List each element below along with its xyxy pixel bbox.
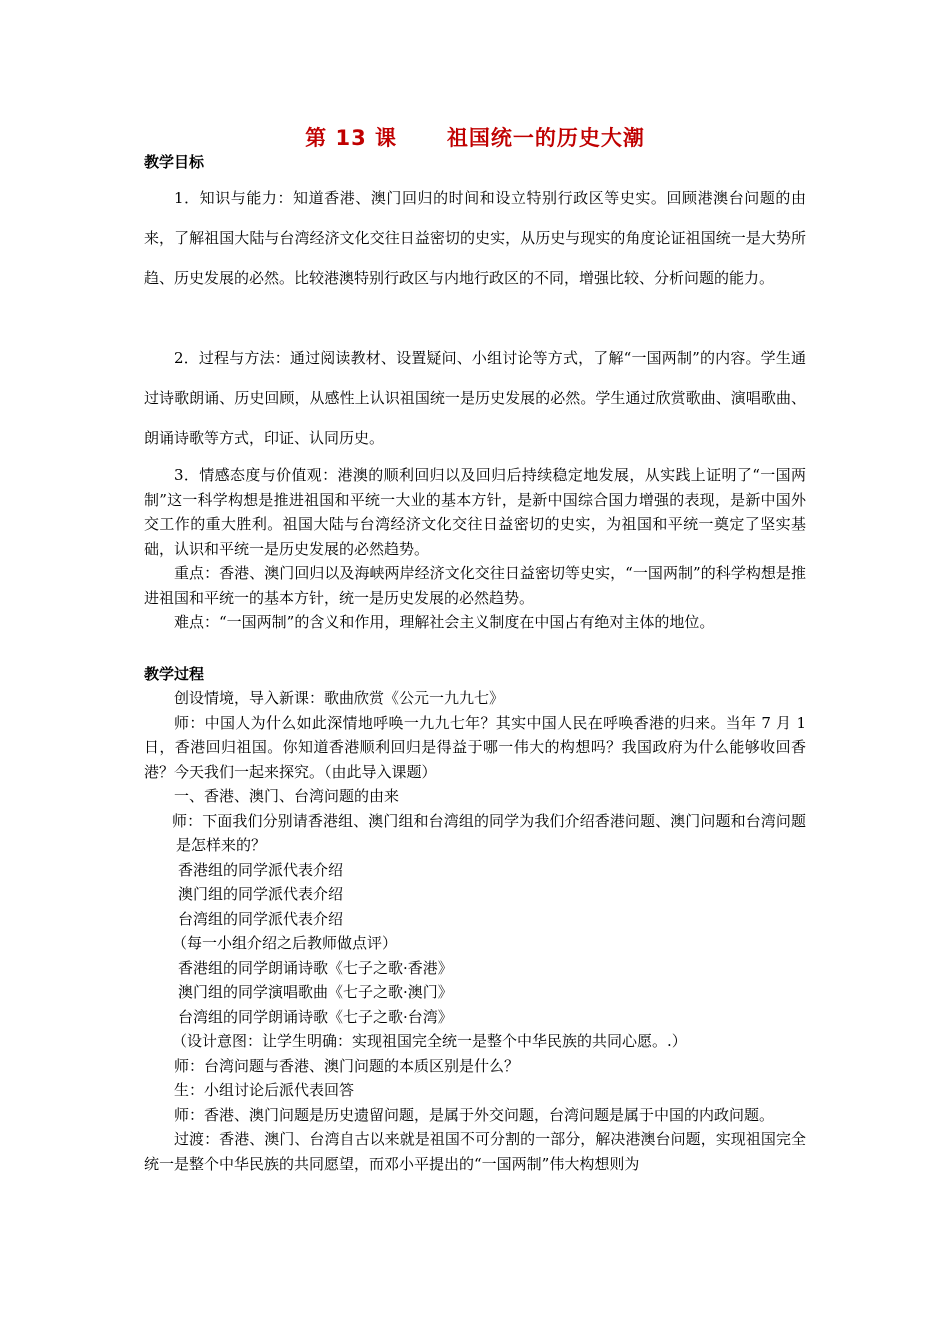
macau-song: 澳门组的同学演唱歌曲《七子之歌·澳门》 [178, 983, 453, 1001]
teacher-question-3: 师：台湾问题与香港、澳门问题的本质区别是什么？ [174, 1056, 520, 1075]
process-intro: 创设情境，导入新课：歌曲欣赏《公元一九九七》 [174, 689, 505, 707]
teaching-objectives [144, 178, 806, 298]
hongkong-poem: 香港组的同学朗诵诗歌《七子之歌·香港》 [178, 958, 453, 977]
lesson-title: 第 13 课 祖国统一的历史大潮 [305, 126, 645, 150]
transition: 过渡：香港、澳门、台湾自古以来就是祖国不可分割的一部分，解决港澳台问题，实现祖国完全统一是整个中华民族的共同愿望，而邓小平提出的“一国两制”伟大构想则为 [144, 1130, 806, 1173]
teaching-process [144, 686, 806, 1176]
objective-knowledge: 1．知识与能力：知道香港、澳门回归的时间和设立特别行政区等史实。回顾港澳台问题的由来，了解祖国大陆与台湾经济文化交往日益密切的史实，从历史与现实的角度论证祖国统一是大势所趋、历史发展的必然。比较港澳特别行政区与内地行政区的不同，增强比较、分析问题的能力。 [144, 189, 806, 287]
objective-process: 2．过程与方法：通过阅读教材、设置疑问、小组讨论等方式，了解“一国两制”的内容。学生通过诗歌朗诵、历史回顾，从感性上认识祖国统一是历史发展的必然。学生通过欣赏歌曲、演唱歌曲、朗诵诗歌等方式，印证、认同历史。 [144, 349, 806, 447]
teacher-explanation: 师：香港、澳门问题是历史遗留问题，是属于外交问题，台湾问题是属于中国的内政问题。 [174, 1105, 775, 1124]
student-answer: 生：小组讨论后派代表回答 [174, 1081, 355, 1099]
section-heading-origin: 一、香港、澳门、台湾问题的由来 [174, 787, 400, 805]
teacher-comment-note: （每一小组介绍之后教师做点评） [172, 934, 398, 952]
taiwan-group-intro: 台湾组的同学派代表介绍 [178, 909, 344, 928]
taiwan-poem: 台湾组的同学朗诵诗歌《七子之歌·台湾》 [178, 1007, 453, 1026]
design-intent: （设计意图：让学生明确：实现祖国完全统一是整个中华民族的共同心愿。.） [172, 1032, 687, 1050]
teacher-question-2: 师：下面我们分别请香港组、澳门组和台湾组的同学为我们介绍香港问题、澳门问题和台湾问题是怎样来的？ [172, 811, 806, 854]
objective-attitude-block [144, 463, 806, 635]
macau-group-intro: 澳门组的同学派代表介绍 [178, 885, 344, 903]
teaching-process-heading: 教学过程 [144, 665, 205, 683]
hongkong-group-intro: 香港组的同学派代表介绍 [178, 860, 344, 879]
teacher-question-1: 师：中国人为什么如此深情地呼唤一九九七年？其实中国人民在呼唤香港的归来。当年 7 月 1 日，香港回归祖国。你知道香港顺利回归是得益于哪一伟大的构想吗？我国政府为什么能够收回香港？今天我们一起来探究。（由此导入课题） [144, 713, 806, 781]
objective-attitude: 3．情感态度与价值观：港澳的顺利回归以及回归后持续稳定地发展，从实践上证明了“一国两制”这一科学构想是推进祖国和平统一大业的基本方针，是新中国综合国力增强的表现，是新中国外交工作的重大胜利。祖国大陆与台湾经济文化交往日益密切的史实，为祖国和平统一奠定了坚实基础，认识和平统一是历史发展的必然趋势。 [144, 466, 806, 558]
teaching-objectives-heading: 教学目标 [144, 153, 205, 171]
objective-process-block [144, 338, 806, 458]
difficulty: 难点：“一国两制”的含义和作用，理解社会主义制度在中国占有绝对主体的地位。 [174, 613, 715, 631]
key-point: 重点：香港、澳门回归以及海峡两岸经济文化交往日益密切等史实，“一国两制”的科学构想是推进祖国和平统一的基本方针，统一是历史发展的必然趋势。 [144, 564, 806, 607]
